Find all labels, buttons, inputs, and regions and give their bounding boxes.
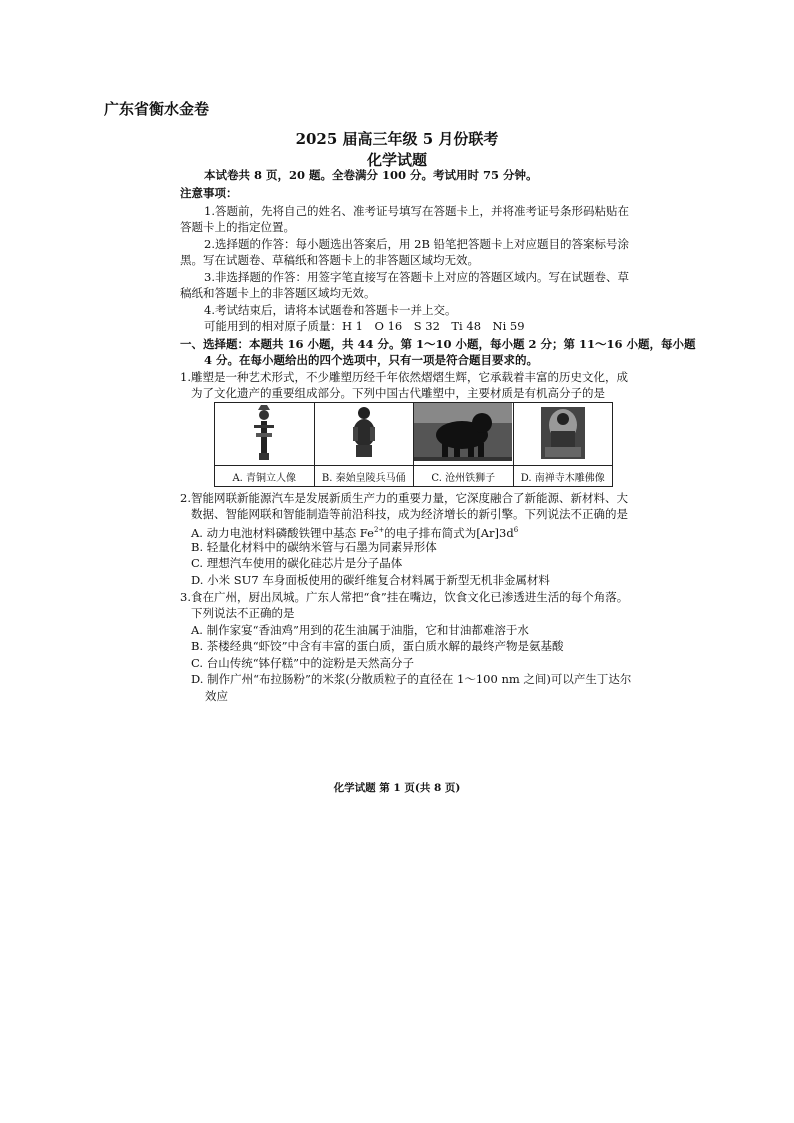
fe-charge: 2+	[373, 526, 385, 534]
q3-stem-b: 下列说法不正确的是	[191, 606, 295, 620]
subject-title: 化学试题	[366, 151, 427, 169]
note-3a: 3.非选择题的作答：用签字笔直接写在答题卡上对应的答题区域内。写在试题卷、草	[204, 270, 629, 284]
page-footer: 化学试题 第 1 页(共 8 页)	[333, 782, 461, 794]
iron-lion-image	[414, 403, 514, 466]
q2-stem-b: 数据、智能网联和智能制造等前沿科技，成为经济增长的新引擎。下列说法不正确的是	[191, 507, 628, 521]
q1-option-a: A. 青铜立人像	[215, 466, 315, 487]
section1-intro-a: 一、选择题：本题共 16 小题，共 44 分。第 1～10 小题，每小题 2 分；第 11～16 小题，每小题	[180, 337, 696, 351]
q2-option-d: D. 小米 SU7 车身面板使用的碳纤维复合材料属于新型无机非金属材料	[191, 573, 550, 587]
q2-option-a-text: A. 动力电池材料磷酸铁锂中基态 Fe	[191, 525, 374, 540]
wooden-buddha-image	[513, 403, 613, 466]
q1-stem-a: 1.雕塑是一种艺术形式，不少雕塑历经千年依然熠熠生辉，它承载着丰富的历史文化，成	[180, 370, 628, 384]
q3-option-d-cont: 效应	[205, 689, 228, 703]
q2-stem-a: 2.智能网联新能源汽车是发展新质生产力的重要力量，它深度融合了新能源、新材料、大	[180, 491, 628, 505]
notes-heading: 注意事项：	[180, 186, 238, 200]
q1-option-d: D. 南禅寺木雕佛像	[513, 466, 613, 487]
q1-option-b: B. 秦始皇陵兵马俑	[314, 466, 414, 487]
q3-option-c: C. 台山传统“钵仔糕”中的淀粉是天然高分子	[191, 656, 414, 670]
q3-option-b: B. 茶楼经典“虾饺”中含有丰富的蛋白质，蛋白质水解的最终产物是氨基酸	[191, 639, 564, 653]
note-1b: 答题卡上的指定位置。	[180, 220, 295, 234]
q2-option-a-text2: 的电子排布简式为[Ar]3d	[384, 525, 514, 540]
q2-option-b: B. 轻量化材料中的碳纳米管与石墨为同素异形体	[191, 540, 437, 554]
q3-option-a: A. 制作家宴“香油鸡”用到的花生油属于油脂，它和甘油都难溶于水	[191, 623, 529, 637]
q1-stem-b: 为了文化遗产的重要组成部分。下列中国古代雕塑中，主要材质是有机高分子的是	[191, 386, 605, 400]
exam-title: 2025 届高三年级 5 月份联考	[295, 130, 499, 148]
q3-option-d: D. 制作广州“布拉肠粉”的米浆(分散质粒子的直径在 1～100 nm 之间)可以产生丁达尔	[191, 672, 632, 686]
bronze-figure-image	[215, 403, 315, 466]
note-2a: 2.选择题的作答：每小题选出答案后，用 2B 铅笔把答题卡上对应题目的答案标号涂	[204, 237, 630, 251]
note-3b: 稿纸和答题卡上的非答题区域均无效。	[180, 286, 376, 300]
q1-option-c: C. 沧州铁狮子	[414, 466, 514, 487]
terracotta-warrior-image	[314, 403, 414, 466]
section1-intro-b: 4 分。在每小题给出的四个选项中，只有一项是符合题目要求的。	[204, 353, 539, 367]
note-2b: 黑。写在试题卷、草稿纸和答题卡上的非答题区域均无效。	[180, 253, 479, 267]
q2-option-a	[191, 522, 518, 541]
d-electrons: 6	[513, 526, 519, 534]
q2-option-c: C. 理想汽车使用的碳化硅芯片是分子晶体	[191, 556, 403, 570]
atomic-masses: 可能用到的相对原子质量：H 1 O 16 S 32 Ti 48 Ni 59	[204, 319, 525, 333]
q1-image-table	[214, 402, 613, 487]
note-1a: 1.答题前，先将自己的姓名、准考证号填写在答题卡上，并将准考证号条形码粘贴在	[204, 204, 629, 218]
note-4: 4.考试结束后，请将本试题卷和答题卡一并上交。	[204, 303, 457, 317]
q3-stem-a: 3.食在广州，厨出凤城。广东人常把“食”挂在嘴边，饮食文化已渗透进生活的每个角落。	[180, 590, 629, 604]
exam-meta: 本试卷共 8 页，20 题。全卷满分 100 分。考试用时 75 分钟。	[204, 168, 538, 182]
region-label: 广东省衡水金卷	[104, 100, 210, 118]
